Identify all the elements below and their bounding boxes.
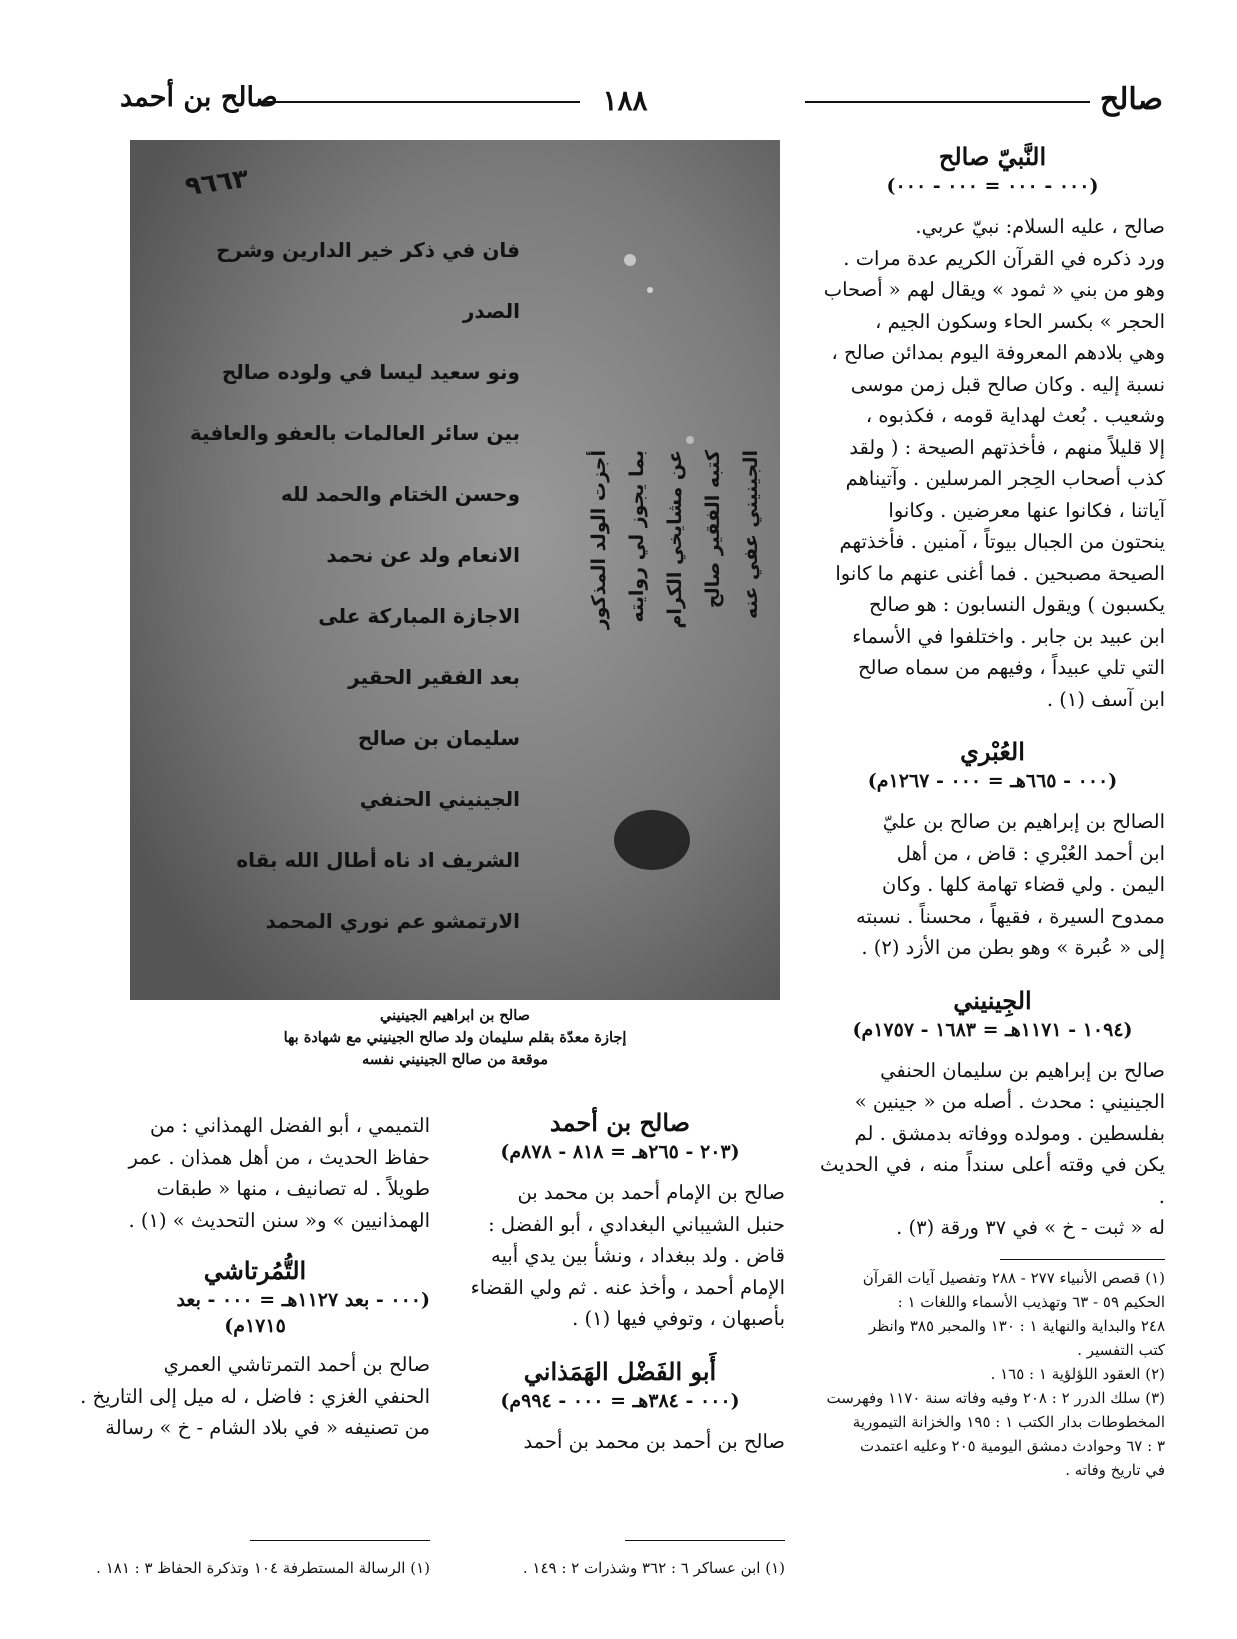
entry-heading: العُبْري (960, 737, 1025, 766)
manuscript-line: الارتمشو عم نوري المحمد (265, 909, 520, 933)
header-rule-left (260, 101, 580, 103)
footnote-line: (٣) سلك الدرر ٢ : ٢٠٨ وفيه وفاته سنة ١١٧٠ وفهرست (826, 1389, 1165, 1407)
text-line: نسبة إليه . وكان صالح قبل زمن موسى (850, 372, 1165, 396)
text-line: ورد ذكره في القرآن الكريم عدة مرات . (843, 246, 1165, 270)
text-line: حفاظ الحديث ، من أهل همذان . عمر (128, 1145, 430, 1169)
footnote-line: كتب التفسير . (1077, 1341, 1165, 1359)
text-line: إلا قليلاً منهم ، فأخذتهم الصيحة : ( ولقد (849, 435, 1165, 459)
running-head-right: صالح (1099, 82, 1163, 117)
footnotes-right (810, 1266, 1165, 1482)
manuscript-line: الجينيني الحنفي (359, 787, 520, 811)
caption-line: صالح بن ابراهيم الجينيني (380, 1007, 530, 1024)
footnote-line: ٣ : ٦٧ وحوادث دمشق اليومية ٢٠٥ وعليه اعتمدت (859, 1437, 1165, 1455)
text-line: الإمام أحمد ، وأخذ عنه . ثم ولي القضاء (470, 1275, 785, 1299)
entry-text (80, 1349, 430, 1444)
text-line: إلى « عُبرة » وهو بطن من الأزد (٢) . (861, 936, 1165, 959)
text-line: صالح ، عليه السلام: نبيّ عربي. (915, 215, 1165, 238)
middle-column (455, 1108, 785, 1457)
text-line: ابن آسف (١) . (1046, 687, 1165, 711)
entry-text (820, 1055, 1165, 1244)
entry-dates: (٠٠٠ - ٣٨٤هـ = ٠٠٠ - ٩٩٤م) (500, 1389, 740, 1412)
text-line: من تصنيفه « في بلاد الشام - خ » رسالة (105, 1416, 430, 1439)
text-line: صالح بن أحمد بن محمد بن أحمد (523, 1429, 785, 1453)
text-line: ابن أحمد العُبْري : قاض ، من أهل (896, 841, 1165, 865)
left-column (80, 1110, 430, 1444)
entry-heading: النَّبيّ صالح (938, 142, 1047, 171)
manuscript-side-line: أجزت الولد المذكور (588, 450, 610, 630)
caption-line: إجازة معدّة بقلم سليمان ولد صالح الجينيني مع شهادة بها (283, 1029, 627, 1046)
text-line: اليمن . ولي قضاء تهامة كلها . وكان (882, 873, 1165, 896)
text-line: بفلسطين . ومولده ووفاته بدمشق . لم (854, 1121, 1165, 1145)
entry-dates: (٠٠٠ - ٠٠٠ = ٠٠٠ - ٠٠٠) (886, 175, 1099, 197)
manuscript-photo (130, 140, 780, 1000)
manuscript-side-line: كتبه الفقير صالح (702, 450, 724, 609)
manuscript-line: الشريف اد ناه أطال الله بقاه (236, 848, 520, 872)
text-line: صالح بن أحمد التمرتاشي العمري (163, 1353, 430, 1376)
text-line: ممدوح السيرة ، فقيهاً ، محسناً . نسبته (855, 904, 1165, 928)
right-column (820, 142, 1165, 1244)
text-line: صالح بن إبراهيم بن سليمان الحنفي (880, 1058, 1165, 1082)
entry-dates-continued: ١٧١٥م) (224, 1315, 286, 1337)
footnote-rule (625, 1540, 785, 1541)
manuscript-line: ونو سعيد ليسا في ولوده صالح (221, 360, 520, 384)
entry-dates: (٠٠٠ - ٦٦٥هـ = ٠٠٠ - ١٢٦٧م) (867, 770, 1118, 792)
manuscript-side-line: عن مشايخي الكرام (664, 450, 686, 629)
text-line: بأصبهان ، وتوفي فيها (١) . (572, 1307, 785, 1330)
entry-heading: صالح بن أحمد (549, 1108, 691, 1137)
manuscript-line: بين سائر العالمات بالعفو والعافية (189, 421, 520, 445)
entry-dates: (٠٠٠ - بعد ١١٢٧هـ = ٠٠٠ - بعد (176, 1289, 430, 1311)
footnote-line: ٢٤٨ والبداية والنهاية ١ : ١٣٠ والمحبر ٣٨٥ وانظر (868, 1317, 1165, 1335)
manuscript-line: الاجازة المباركة على (318, 604, 520, 628)
text-line: الصيحة مصبحين . فما أغنى عنهم ما كانوا (835, 561, 1165, 585)
manuscript-corner-note: ٩٦٦٣ (183, 163, 251, 203)
manuscript-line: بعد الفقير الحقير (348, 665, 520, 689)
manuscript-side-line: الجينيني عفي عنه (740, 450, 762, 619)
manuscript-line: وحسن الختام والحمد لله (280, 482, 520, 506)
manuscript-line: فان في ذكر خير الدارين وشرح الصدر (216, 238, 520, 323)
entry-text (455, 1426, 785, 1458)
footnote-line: في تاريخ وفاته . (1065, 1461, 1165, 1479)
text-line: ينحتون من الجبال بيوتاً ، آمنين . فأخذتهم (839, 530, 1165, 553)
text-line: وهي بلادهم المعروفة اليوم بمدائن صالح ، (831, 341, 1165, 364)
footnote-rule (1000, 1259, 1165, 1260)
page-number: ١٨٨ (602, 84, 648, 117)
text-line: كذب أصحاب الحِجر المرسلين . وآتيناهم (845, 467, 1165, 490)
footnote-line: (١) قصص الأنبياء ٢٧٧ - ٢٨٨ وتفصيل آيات القرآن (862, 1269, 1165, 1287)
text-line: ابن عبيد بن جابر . واختلفوا في الأسماء (852, 624, 1165, 648)
text-line: حنبل الشيباني البغدادي ، أبو الفضل : (488, 1212, 785, 1236)
entry-heading: أَبو الفَضْل الهَمَذاني (523, 1356, 717, 1386)
entry-heading: التُّمُرتاشي (203, 1256, 307, 1285)
entry-text (820, 211, 1165, 715)
text-line: التي تلي عبيداً ، وفيهم من سماه صالح (857, 656, 1165, 679)
footnote-line: المخطوطات بدار الكتب ١ : ١٩٥ والخزانة التيمورية (852, 1413, 1165, 1431)
entry-dates: (١٠٩٤ - ١١٧١هـ = ١٦٨٣ - ١٧٥٧م) (852, 1018, 1133, 1041)
text-line: الحنفي الغزي : فاضل ، له ميل إلى التاريخ . (80, 1384, 430, 1408)
text-line: الجينيني : محدث . أصله من « جينين » (854, 1090, 1165, 1113)
text-line: صالح بن الإمام أحمد بن محمد بن (517, 1181, 785, 1204)
entry-text (820, 806, 1165, 964)
footnote-line: الحكيم ٥٩ - ٦٣ وتهذيب الأسماء واللغات ١ : (897, 1293, 1165, 1311)
text-line: قاض . ولد ببغداد ، ونشأ بين يدي أبيه (490, 1244, 785, 1267)
figure-caption (130, 1005, 780, 1071)
entry-dates: (٢٠٣ - ٢٦٥هـ = ٨١٨ - ٨٧٨م) (500, 1141, 740, 1163)
text-line: آياتنا ، فكانوا عنها معرضين . وكانوا (888, 498, 1165, 522)
text-line: الهمذانيين » و« سنن التحديث » (١) . (128, 1208, 430, 1232)
running-head-left: صالح بن أحمد (120, 82, 278, 113)
entry-heading: الجِينيني (953, 985, 1032, 1015)
text-line: يكن في وقته أعلى سنداً منه ، في الحديث . (820, 1153, 1165, 1208)
text-line: الحجر » بكسر الحاء وسكون الجيم ، (875, 309, 1165, 333)
footnote-rule (250, 1540, 430, 1541)
entry-text (455, 1177, 785, 1335)
manuscript-line: سليمان بن صالح (357, 726, 520, 750)
footnote-left: (١) الرسالة المستطرفة ١٠٤ وتذكرة الحفاظ ٣ : ١٨١ . (96, 1559, 430, 1577)
text-line: يكسبون ) ويقول النسابون : هو صالح (869, 593, 1165, 616)
footnote-line: (٢) العقود اللؤلؤية ١ : ١٦٥ . (990, 1365, 1165, 1383)
caption-line: موقعة من صالح الجينيني نفسه (362, 1051, 548, 1068)
manuscript-line: الانعام ولد عن نحمد (326, 543, 520, 567)
manuscript-side-line: بما يجوز لي روايته (626, 450, 648, 623)
text-line: وهو من بني « ثمود » ويقال لهم « أصحاب (823, 278, 1165, 301)
text-line: طويلاً . له تصانيف ، منها « طبقات (156, 1177, 430, 1200)
header-rule-right (805, 101, 1090, 103)
entry-text (80, 1110, 430, 1236)
text-line: التميمي ، أبو الفضل الهمذاني : من (149, 1114, 430, 1137)
text-line: الصالح بن إبراهيم بن صالح بن عليّ (882, 810, 1165, 833)
footnote-middle: (١) ابن عساكر ٦ : ٣٦٢ وشذرات ٢ : ١٤٩ . (522, 1559, 785, 1577)
text-line: وشعيب . بُعث لهداية قومه ، فكذبوه ، (865, 404, 1165, 427)
text-line: له « ثبت - خ » في ٣٧ ورقة (٣) . (896, 1216, 1165, 1239)
